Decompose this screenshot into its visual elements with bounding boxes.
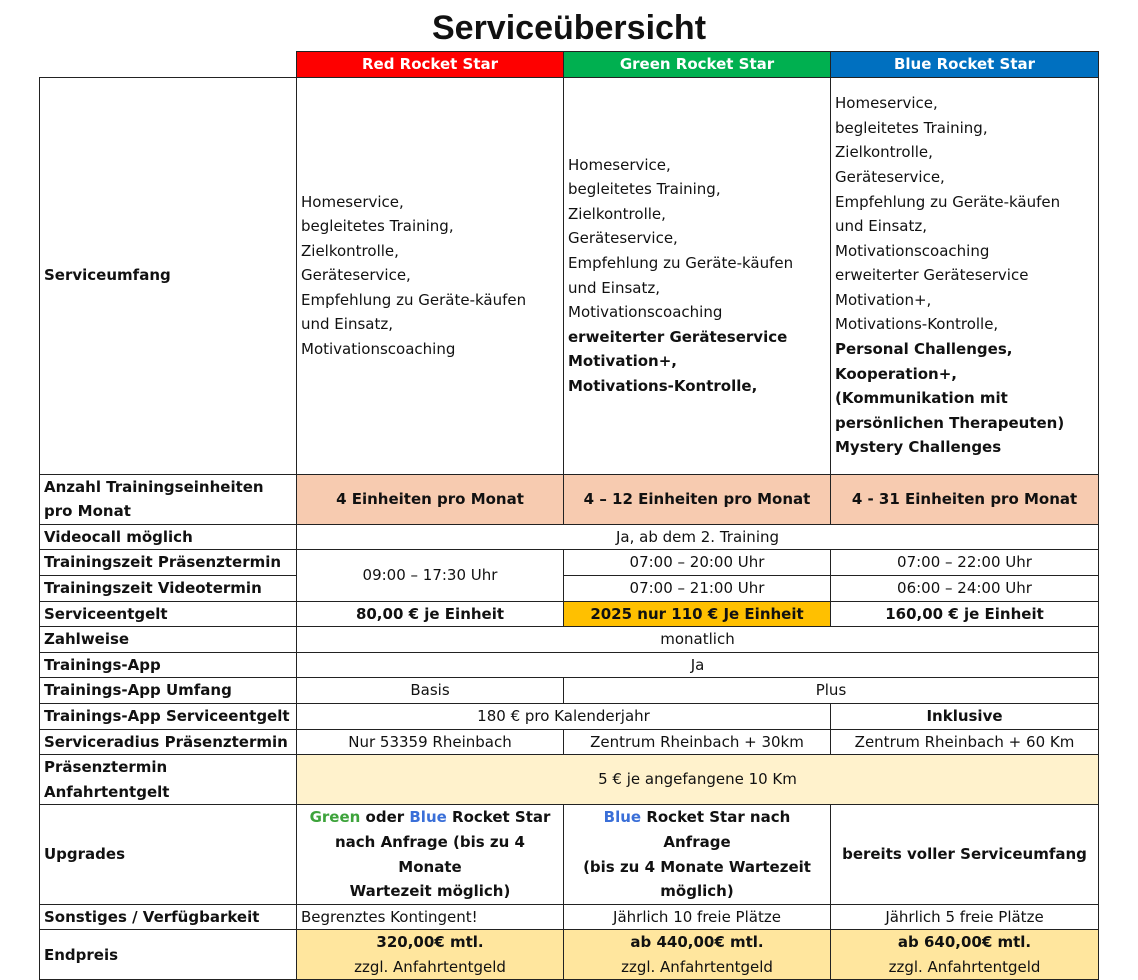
label-app: Trainings-App <box>40 652 297 678</box>
service-item: Personal Challenges, <box>835 340 1013 359</box>
serviceumfang-blue <box>831 77 1099 474</box>
row-endpreis <box>40 930 1099 980</box>
anzahl-blue: 4 - 31 Einheiten pro Monat <box>831 474 1099 524</box>
service-item: Homeservice, <box>568 155 671 174</box>
endpreis-red <box>297 930 564 980</box>
service-item: Empfehlung zu Geräte-käufen <box>301 290 527 309</box>
header-blue: Blue Rocket Star <box>831 52 1099 78</box>
header-red: Red Rocket Star <box>297 52 564 78</box>
praesenz-green: 07:00 – 20:00 Uhr <box>564 550 831 576</box>
upgrade-green-blue-word: Blue <box>603 808 642 827</box>
service-item: Motivationscoaching <box>301 340 456 359</box>
service-item: Zielkontrolle, <box>835 143 933 162</box>
service-item: erweiterter Geräteservice <box>568 327 788 346</box>
upgrade-od: od <box>360 808 387 827</box>
service-item: und Einsatz, <box>835 217 927 236</box>
row-radius <box>40 729 1099 755</box>
row-app <box>40 652 1099 678</box>
row-zahlweise <box>40 627 1099 653</box>
praesenz-blue: 07:00 – 22:00 Uhr <box>831 550 1099 576</box>
upgrade-er: er <box>386 808 405 827</box>
app-entgelt-redgreen: 180 € pro Kalenderjahr <box>297 703 831 729</box>
endpreis-green <box>564 930 831 980</box>
endpreis-blue-price: ab 640,00€ mtl. <box>897 933 1032 952</box>
entgelt-blue: 160,00 € je Einheit <box>831 601 1099 627</box>
service-item: Homeservice, <box>835 94 938 113</box>
upgrade-blue-word: Blue <box>404 808 447 827</box>
app-umfang-greenblue: Plus <box>564 678 1099 704</box>
radius-blue: Zentrum Rheinbach + 60 Km <box>831 729 1099 755</box>
row-anfahrt <box>40 755 1099 805</box>
service-item: begleitetes Training, <box>835 118 988 137</box>
service-item: und Einsatz, <box>301 315 393 334</box>
service-item: Mystery Challenges <box>835 438 1002 457</box>
service-item: Homeservice, <box>301 192 404 211</box>
upgrades-red-line3: Wartezeit möglich) <box>349 882 511 901</box>
service-item: Motivation+, <box>568 352 678 371</box>
upgrades-green <box>564 805 831 904</box>
upgrades-blue: bereits voller Serviceumfang <box>831 805 1099 904</box>
anzahl-red: 4 Einheiten pro Monat <box>297 474 564 524</box>
endpreis-blue <box>831 930 1099 980</box>
serviceumfang-red <box>297 77 564 474</box>
serviceumfang-green <box>564 77 831 474</box>
app-umfang-red: Basis <box>297 678 564 704</box>
row-entgelt <box>40 601 1099 627</box>
service-item: Geräteservice, <box>835 167 945 186</box>
label-app-umfang: Trainings-App Umfang <box>40 678 297 704</box>
upgrade-green-word: Green <box>309 808 361 827</box>
row-praesenz <box>40 550 1099 576</box>
row-anzahl <box>40 474 1099 524</box>
service-item: und Einsatz, <box>568 278 660 297</box>
service-item: Motivation+, <box>835 290 932 309</box>
header-green: Green Rocket Star <box>564 52 831 78</box>
service-item: Motivations-Kontrolle, <box>568 376 758 395</box>
label-video: Trainingszeit Videotermin <box>40 575 297 601</box>
label-upgrades: Upgrades <box>40 805 297 904</box>
header-empty-cell <box>40 52 297 78</box>
label-zahlweise: Zahlweise <box>40 627 297 653</box>
anfahrt-value: 5 € je angefangene 10 Km <box>297 755 1099 805</box>
service-item: Empfehlung zu Geräte-käufen <box>835 192 1061 211</box>
upgrades-green-line3: möglich) <box>660 882 734 901</box>
row-sonstiges <box>40 904 1099 930</box>
label-app-entgelt: Trainings-App Serviceentgelt <box>40 703 297 729</box>
service-item: Kooperation+, <box>835 364 957 383</box>
app-value: Ja <box>297 652 1099 678</box>
service-item: Zielkontrolle, <box>301 241 399 260</box>
sonstiges-blue: Jährlich 5 freie Plätze <box>831 904 1099 930</box>
service-item: Geräteservice, <box>301 266 411 285</box>
label-serviceumfang: Serviceumfang <box>40 77 297 474</box>
label-praesenz: Trainingszeit Präsenztermin <box>40 550 297 576</box>
endpreis-green-sub: zzgl. Anfahrtentgeld <box>621 957 773 976</box>
video-green: 07:00 – 21:00 Uhr <box>564 575 831 601</box>
service-item: Geräteservice, <box>568 229 678 248</box>
service-table <box>39 51 1099 980</box>
sonstiges-green: Jährlich 10 freie Plätze <box>564 904 831 930</box>
label-sonstiges: Sonstiges / Verfügbarkeit <box>40 904 297 930</box>
entgelt-red: 80,00 € je Einheit <box>297 601 564 627</box>
videocall-value: Ja, ab dem 2. Training <box>297 524 1099 550</box>
service-item: Empfehlung zu Geräte-käufen <box>568 254 794 272</box>
radius-red: Nur 53359 Rheinbach <box>297 729 564 755</box>
row-serviceumfang <box>40 77 1099 474</box>
label-anfahrt: Präsenztermin Anfahrtentgelt <box>40 755 297 805</box>
sonstiges-red: Begrenztes Kontingent! <box>297 904 564 930</box>
service-item: Motivationscoaching <box>835 241 990 260</box>
label-entgelt: Serviceentgelt <box>40 601 297 627</box>
service-item: begleitetes Training, <box>568 180 721 199</box>
label-videocall: Videocall möglich <box>40 524 297 550</box>
zahlweise-value: monatlich <box>297 627 1099 653</box>
service-item: (Kommunikation mit <box>835 389 1008 408</box>
row-app-entgelt <box>40 703 1099 729</box>
upgrades-red <box>297 805 564 904</box>
radius-green: Zentrum Rheinbach + 30km <box>564 729 831 755</box>
upgrades-red-line2: nach Anfrage (bis zu 4 Monate <box>334 832 525 876</box>
service-item: erweiterter Geräteservice <box>835 266 1029 285</box>
service-item: Zielkontrolle, <box>568 204 666 223</box>
service-item: Motivationscoaching <box>568 303 723 322</box>
header-row <box>40 52 1099 78</box>
app-entgelt-blue: Inklusive <box>831 703 1099 729</box>
row-app-umfang <box>40 678 1099 704</box>
label-radius: Serviceradius Präsenztermin <box>40 729 297 755</box>
endpreis-green-price: ab 440,00€ mtl. <box>630 933 764 952</box>
entgelt-green: 2025 nur 110 € Je Einheit <box>564 601 831 627</box>
times-red: 09:00 – 17:30 Uhr <box>297 550 564 601</box>
anzahl-green: 4 – 12 Einheiten pro Monat <box>564 474 831 524</box>
service-item: begleitetes Training, <box>301 217 454 236</box>
row-upgrades <box>40 805 1099 904</box>
row-video <box>40 575 1099 601</box>
label-anzahl: Anzahl Trainingseinheiten pro Monat <box>40 474 297 524</box>
label-endpreis: Endpreis <box>40 930 297 980</box>
endpreis-red-price: 320,00€ mtl. <box>376 933 484 952</box>
endpreis-red-sub: zzgl. Anfahrtentgeld <box>354 957 506 976</box>
endpreis-blue-sub: zzgl. Anfahrtentgeld <box>888 957 1041 976</box>
video-blue: 06:00 – 24:00 Uhr <box>831 575 1099 601</box>
upgrade-rest: Rocket Star <box>446 808 551 827</box>
upgrades-green-line2: (bis zu 4 Monate Wartezeit <box>583 857 811 876</box>
service-item: persönlichen Therapeuten) <box>835 413 1065 432</box>
row-videocall <box>40 524 1099 550</box>
upgrade-green-rest: Rocket Star nach Anfrage <box>641 808 791 851</box>
service-item: Motivations-Kontrolle, <box>835 315 999 334</box>
page-title: Serviceübersicht <box>431 9 707 47</box>
